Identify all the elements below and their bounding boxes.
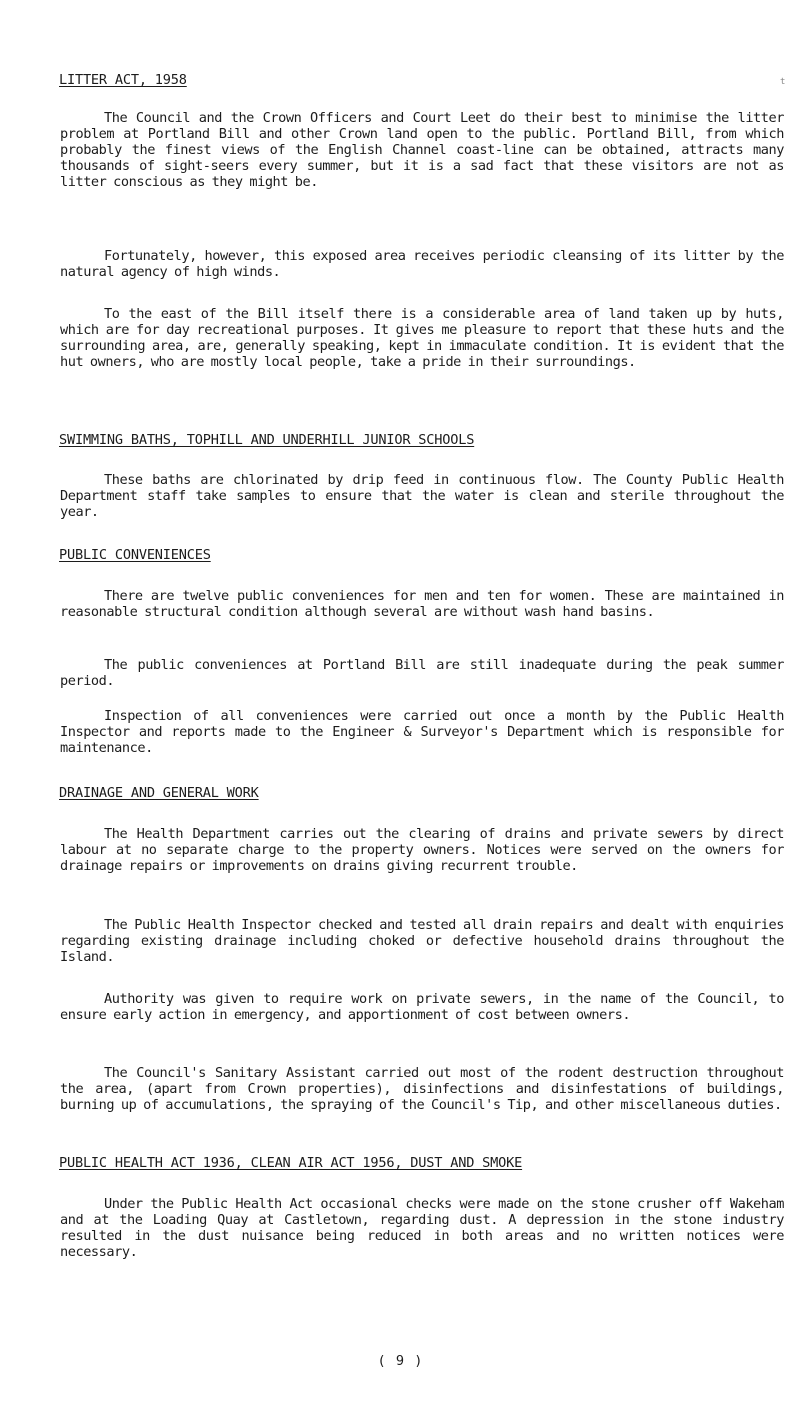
- section-heading-public-conveniences: PUBLIC CONVENIENCES: [59, 547, 211, 563]
- conveniences-paragraph-2: The public conveniences at Portland Bill are still inadequate during the peak summer period.: [60, 657, 784, 689]
- conveniences-paragraph-3: Inspection of all conveniences were carried out once a month by the Public Health Inspector and reports made to the Engineer & Surveyor's Department which is responsible for maintenance.: [60, 708, 784, 756]
- document-title: LITTER ACT, 1958: [59, 72, 187, 88]
- section-heading-drainage: DRAINAGE AND GENERAL WORK: [59, 785, 259, 801]
- swimming-baths-paragraph-1: These baths are chlorinated by drip feed in continuous flow. The County Public Health Department staff take samples to ensure that the water is clean and sterile throughout the year.: [60, 472, 784, 520]
- litter-paragraph-3: To the east of the Bill itself there is a considerable area of land taken up by huts, which are for day recreational purposes. It gives me pleasure to report that these huts and the surrounding area, are, generally speaking, kept in immaculate condition. It is evident that the hut owners, who are mostly local people, take a pride in their surroundings.: [60, 306, 784, 370]
- section-heading-public-health-act: PUBLIC HEALTH ACT 1936, CLEAN AIR ACT 1956, DUST AND SMOKE: [59, 1155, 523, 1171]
- litter-paragraph-1: The Council and the Crown Officers and Court Leet do their best to minimise the litter problem at Portland Bill and other Crown land open to the public. Portland Bill, from which probably the finest views of the English Channel coast-line can be obtained, attracts many thousands of sight-seers every summer, but it is a sad fact that these visitors are not as litter conscious as they might be.: [60, 110, 784, 190]
- drainage-paragraph-2: The Public Health Inspector checked and tested all drain repairs and dealt with enquiries regarding existing drainage including choked or defective household drains throughout the Island.: [60, 917, 784, 965]
- page-corner-mark: t: [780, 77, 786, 87]
- drainage-paragraph-4: The Council's Sanitary Assistant carried out most of the rodent destruction throughout the area, (apart from Crown properties), disinfections and disinfestations of buildings, burning up of accumulations, the spraying of the Council's Tip, and other miscellaneous duties.: [60, 1065, 784, 1113]
- drainage-paragraph-3: Authority was given to require work on private sewers, in the name of the Council, to ensure early action in emergency, and apportionment of cost between owners.: [60, 991, 784, 1023]
- drainage-paragraph-1: The Health Department carries out the clearing of drains and private sewers by direct labour at no separate charge to the property owners. Notices were served on the owners for drainage repairs or improvements on drains giving recurrent trouble.: [60, 826, 784, 874]
- page-number: ( 9 ): [377, 1353, 424, 1369]
- public-health-act-paragraph-1: Under the Public Health Act occasional checks were made on the stone crusher off Wakeham and at the Loading Quay at Castletown, regarding dust. A depression in the stone industry resulted in the dust nuisance being reduced in both areas and no written notices were necessary.: [60, 1196, 784, 1260]
- section-heading-swimming-baths: SWIMMING BATHS, TOPHILL AND UNDERHILL JUNIOR SCHOOLS: [59, 432, 475, 448]
- conveniences-paragraph-1: There are twelve public conveniences for men and ten for women. These are maintained in reasonable structural condition although several are without wash hand basins.: [60, 588, 784, 620]
- litter-paragraph-2: Fortunately, however, this exposed area receives periodic cleansing of its litter by the natural agency of high winds.: [60, 248, 784, 280]
